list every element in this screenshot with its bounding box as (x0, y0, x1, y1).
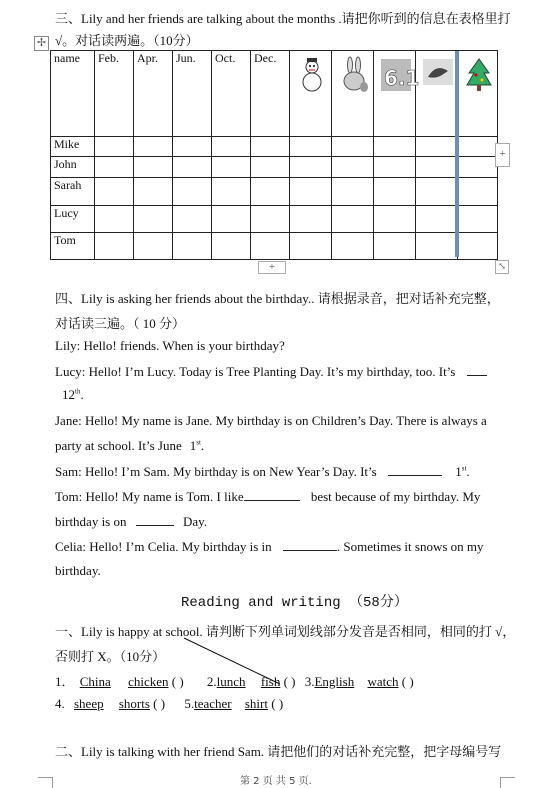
dialog-sam: Sam: Hello! I’m Sam. My birthday is on New Year’s Day. It’s 1st. (55, 464, 470, 479)
dialog-tom-1: Tom: Hello! My name is Tom. I like best because of my birthday. My (55, 489, 481, 504)
dialog-jane-1: Jane: Hello! My name is Jane. My birthday is on Children’s Day. There is always a (55, 413, 487, 428)
tom-blank-2[interactable] (136, 513, 174, 526)
part1-title-line1: 一、Lily is happy at school. 请判断下列单词划线部分发音是否相同，相同的打 √， (55, 624, 516, 639)
easter-bunny-picture (338, 57, 370, 93)
row-name-lucy: Lucy (51, 206, 95, 233)
dialog-lucy (55, 363, 487, 380)
header-easter (332, 51, 374, 137)
dialog-tom-2: birthday is on Day. (55, 514, 208, 529)
header-jun: Jun. (173, 51, 212, 137)
row-name-mike: Mike (51, 137, 95, 157)
months-table (50, 50, 498, 260)
bird-picture (422, 57, 454, 93)
dialog-lucy-2: 12th. (62, 387, 84, 402)
part1-item-row-1: 1． China chicken ( ) 2.lunch fish ( ) 3.English watch ( ) (55, 674, 414, 689)
header-feb: Feb. (95, 51, 134, 137)
christmas-tree-picture (463, 57, 495, 93)
section3-title-line1: 三、Lily and her friends are talking about the months .请把你听到的信息在表格里打 (55, 11, 511, 26)
answer-paren-5[interactable]: ( ) (271, 696, 284, 711)
header-snowman (290, 51, 332, 137)
celia-blank[interactable] (283, 538, 337, 551)
header-childrens-day (374, 51, 420, 137)
dialog-lucy-text: Lucy: Hello! I’m Lucy. Today is Tree Planting Day. It’s my birthday, too. It’s (55, 364, 456, 379)
section4-title-line2: 对话读三遍。（ 10 分） (55, 316, 186, 331)
table-resize-handle[interactable]: ⤡ (495, 260, 509, 274)
add-column-button[interactable]: + (495, 143, 510, 167)
answer-paren-3[interactable]: ( ) (401, 674, 414, 689)
tom-blank-1[interactable] (244, 488, 300, 501)
header-dec: Dec. (251, 51, 290, 137)
row-name-tom: Tom (51, 233, 95, 260)
corner-mark-bottom-left (38, 777, 53, 788)
table-move-handle[interactable]: ✢ (34, 36, 49, 51)
dialog-celia-1: Celia: Hello! I’m Celia. My birthday is in . Sometimes it snows on my (55, 539, 484, 554)
lucy-blank[interactable] (467, 363, 487, 376)
corner-mark-bottom-right (500, 777, 515, 788)
dialog-celia-2: birthday. (55, 563, 101, 578)
add-row-button[interactable]: + (258, 261, 286, 274)
column-selection-bar (455, 51, 459, 257)
page-footer: 第 2 页 共 5 页. (240, 776, 312, 787)
row-name-john: John (51, 157, 95, 178)
dialog-jane-2: party at school. It’s June 1st. (55, 438, 205, 453)
answer-paren-4[interactable]: ( ) (153, 696, 166, 711)
row-name-sarah: Sarah (51, 178, 95, 206)
dialog-lily: Lily: Hello! friends. When is your birthday? (55, 338, 285, 353)
header-oct: Oct. (212, 51, 251, 137)
header-name: name (51, 51, 95, 137)
answer-paren-1[interactable]: ( ) (171, 674, 184, 689)
part1-title-line2: 否则打 X。（10分） (55, 649, 166, 664)
section3-title-line2: √。对话读两遍。（10分） (55, 33, 199, 48)
snowman-picture (296, 57, 328, 93)
section4-title-line1: 四、Lily is asking her friends about the birthday.. 请根据录音，把对话补充完整， (55, 291, 500, 306)
header-apr: Apr. (134, 51, 173, 137)
childrens-day-61-picture (380, 57, 420, 93)
part2-title: 二、Lily is talking with her friend Sam. 请把他们的对话补充完整，把字母编号写 (55, 744, 502, 759)
svg-text:6.1: 6.1 (384, 66, 420, 90)
sam-blank[interactable] (388, 463, 442, 476)
header-bird (416, 51, 458, 137)
header-christmas (458, 51, 498, 137)
part1-item-row-2: 4. sheep shorts ( ) 5.teacher shirt ( ) (55, 696, 284, 711)
reading-writing-heading: Reading and writing （58分） (181, 595, 408, 611)
answer-paren-2[interactable]: ( ) (283, 674, 296, 689)
